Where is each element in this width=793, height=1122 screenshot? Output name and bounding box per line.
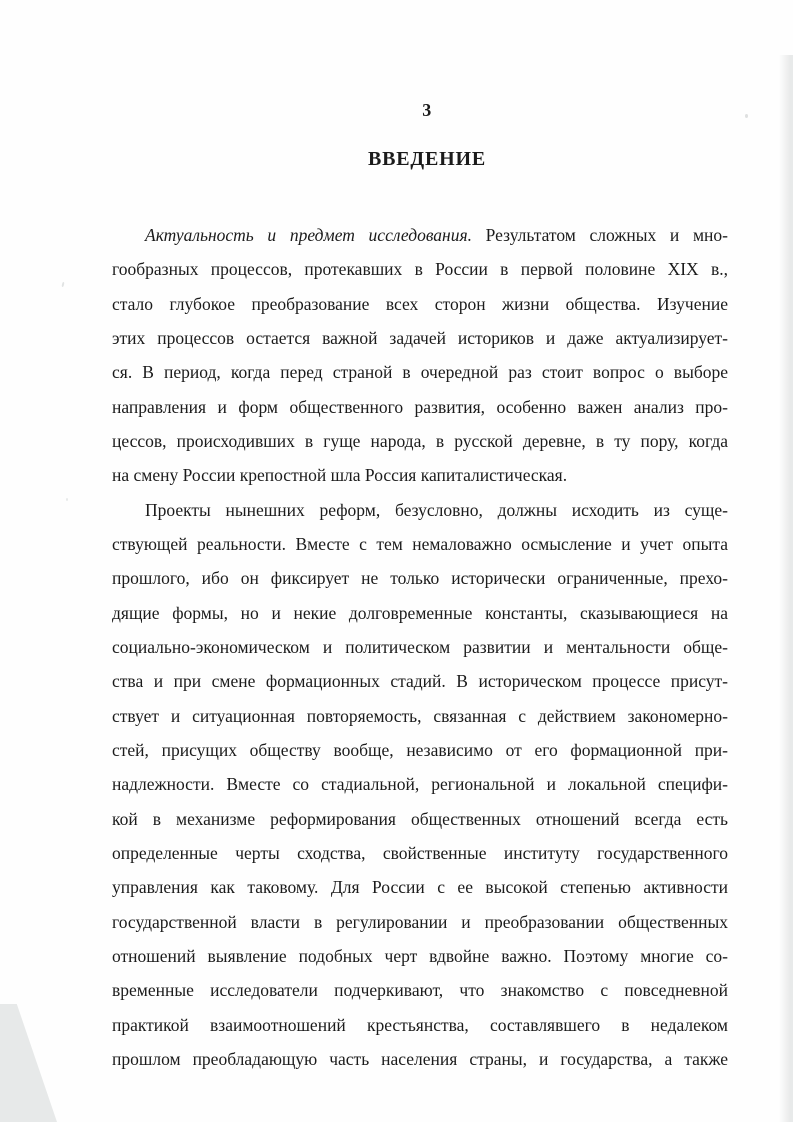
page-number: 3 <box>422 100 432 120</box>
text-line: ся. В период, когда перед страной в очередной раз стоит вопрос о выборе <box>112 362 728 383</box>
text-line: Проекты нынешних реформ, безусловно, должны исходить из суще- <box>145 499 728 520</box>
text-line: социально-экономическом и политическом развитии и ментальности обще- <box>112 636 728 657</box>
text-line: ства и при смене формационных стадий. В историческом процессе присут- <box>112 671 728 692</box>
scan-speckle <box>745 114 748 118</box>
text-line: цессов, происходивших в гуще народа, в русской деревне, в ту пору, когда <box>112 430 728 451</box>
scan-speckle <box>66 498 68 501</box>
text-line: надлежности. Вместе со стадиальной, региональной и локальной специфи- <box>112 774 728 795</box>
italic-lead-text: Актуальность и предмет исследования. <box>145 225 472 245</box>
text-line: государственной власти в регулировании и преобразовании общественных <box>112 911 728 932</box>
section-heading: ВВЕДЕНИЕ <box>368 148 486 170</box>
text-line: кой в механизме реформирования общественных отношений всегда есть <box>112 808 728 829</box>
text-line <box>112 218 728 252</box>
text-line: на смену России крепостной шла Россия капиталистическая. <box>112 465 568 486</box>
text-line: стало глубокое преобразование всех сторон жизни общества. Изучение <box>112 293 728 314</box>
text-line: направления и форм общественного развития, особенно важен анализ про- <box>112 396 728 417</box>
text-line: гообразных процессов, протекавших в России в первой половине XIX в., <box>112 259 728 280</box>
scan-shadow-bottom-left <box>0 1004 60 1122</box>
scan-speckle <box>61 282 64 287</box>
text-line: дящие формы, но и некие долговременные константы, сказывающиеся на <box>112 602 728 623</box>
body-text <box>112 218 728 1076</box>
text-line: прошлом преобладающую часть населения страны, и государства, а также <box>112 1048 728 1069</box>
text-line: управления как таковому. Для России с ее высокой степенью активности <box>112 877 728 898</box>
text-line: отношений выявление подобных черт вдвойне важно. Поэтому многие со- <box>112 945 728 966</box>
text-line: временные исследователи подчеркивают, что знакомство с повседневной <box>112 980 728 1001</box>
text-line: стей, присущих обществу вообще, независимо от его формационной при- <box>112 739 728 760</box>
text-line: определенные черты сходства, свойственные институту государственного <box>112 842 728 863</box>
text-line: ствующей реальности. Вместе с тем немаловажно осмысление и учет опыта <box>112 533 728 554</box>
text-line: прошлого, ибо он фиксирует не только исторически ограниченные, прехо- <box>112 568 728 589</box>
scan-shadow-right <box>779 55 793 1122</box>
text-line: этих процессов остается важной задачей историков и даже актуализирует- <box>112 327 728 348</box>
text-line: ствует и ситуационная повторяемость, связанная с действием закономерно- <box>112 705 728 726</box>
body-text-segment: Результатом сложных и мно- <box>472 225 728 245</box>
text-line: практикой взаимоотношений крестьянства, составлявшего в недалеком <box>112 1014 728 1035</box>
